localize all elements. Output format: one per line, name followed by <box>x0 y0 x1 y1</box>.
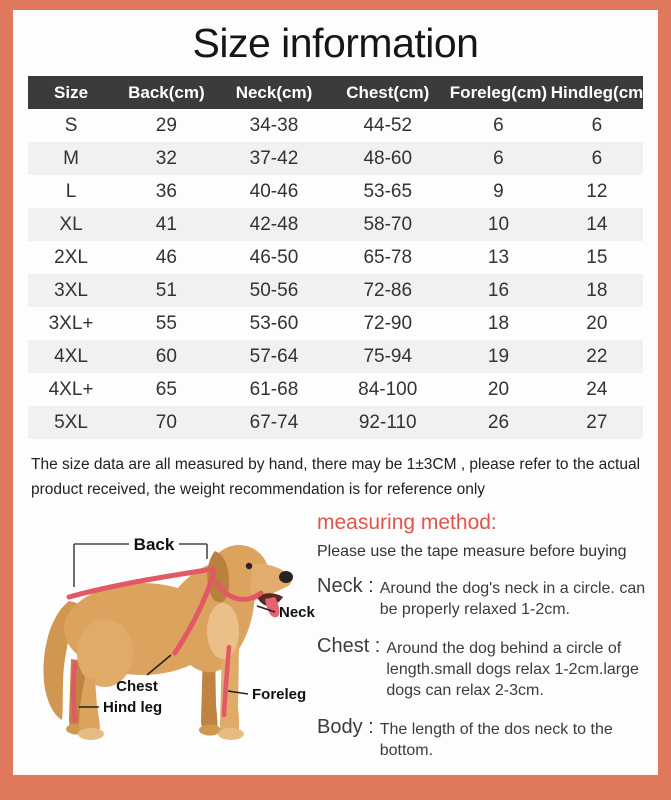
diagram-label-foreleg: Foreleg <box>252 685 307 703</box>
value-cell: 12 <box>586 180 608 202</box>
value-cell: 44-52 <box>363 114 413 136</box>
dog-illustration <box>17 519 317 764</box>
size-cell: L <box>65 180 77 202</box>
value-cell: 50-56 <box>249 279 299 301</box>
dog-measurement-diagram <box>13 505 315 777</box>
value-cell: 26 <box>487 411 510 433</box>
value-cell: 60 <box>155 345 177 367</box>
column-header: Chest(cm) <box>329 76 446 109</box>
measuring-item-label: Body : <box>317 716 374 739</box>
dog-near-front-paw <box>218 728 244 740</box>
value-cell: 15 <box>586 246 608 268</box>
value-cell: 53-60 <box>249 312 299 334</box>
size-cell: 4XL <box>54 345 88 367</box>
measuring-item-text: Around the dog behind a circle of length.small dogs relax 1-2cm.large dogs can relax 2-3cm. <box>386 639 639 700</box>
page-title: Size information <box>192 20 479 66</box>
measuring-item-label: Chest : <box>317 634 381 657</box>
diagram-label-chest: Chest <box>116 677 158 695</box>
value-cell: 14 <box>586 213 608 235</box>
value-cell: 92-110 <box>358 411 417 433</box>
value-cell: 10 <box>487 213 510 235</box>
size-note: The size data are all measured by hand, there may be 1±3CM , please refer to the actual product received, the weight recommendation is for reference only <box>31 456 641 498</box>
size-table-head <box>28 76 649 109</box>
value-cell: 53-65 <box>363 180 413 202</box>
size-cell: 3XL <box>54 279 88 301</box>
size-table <box>28 76 649 439</box>
value-cell: 9 <box>493 180 504 202</box>
value-cell: 29 <box>155 114 177 136</box>
value-cell: 40-46 <box>249 180 299 202</box>
dog-chest-fur <box>207 603 239 659</box>
value-cell: 20 <box>586 312 608 334</box>
measuring-panel <box>315 505 658 777</box>
dog-nose <box>279 571 293 583</box>
value-cell: 58-70 <box>363 213 413 235</box>
column-header: Foreleg(cm) <box>446 76 551 109</box>
value-cell: 84-100 <box>358 378 418 400</box>
value-cell: 61-68 <box>249 378 299 400</box>
value-cell: 19 <box>487 345 510 367</box>
value-cell: 67-74 <box>249 411 299 433</box>
measuring-method-heading: measuring method: <box>317 510 497 534</box>
diagram-label-hindleg: Hind leg <box>103 698 163 716</box>
value-cell: 6 <box>591 147 603 169</box>
size-cell: 2XL <box>54 246 88 268</box>
table-row <box>28 340 643 373</box>
size-cell: 4XL+ <box>48 378 94 400</box>
diagram-label-back: Back <box>133 534 175 554</box>
table-row <box>28 274 643 307</box>
value-cell: 51 <box>155 279 177 301</box>
value-cell: 70 <box>155 411 177 433</box>
table-row <box>28 241 643 274</box>
value-cell: 46-50 <box>249 246 299 268</box>
size-cell: S <box>64 114 78 136</box>
value-cell: 16 <box>487 279 510 301</box>
value-cell: 37-42 <box>249 147 299 169</box>
measuring-item-chest <box>317 635 650 701</box>
value-cell: 75-94 <box>363 345 413 367</box>
value-cell: 36 <box>155 180 177 202</box>
dog-eye <box>246 562 252 568</box>
value-cell: 6 <box>493 114 504 136</box>
value-cell: 46 <box>155 246 177 268</box>
value-cell: 72-90 <box>363 312 413 334</box>
size-table-body <box>28 109 643 439</box>
value-cell: 72-86 <box>363 279 413 301</box>
size-cell: M <box>63 147 79 169</box>
measuring-item-body <box>317 716 650 761</box>
value-cell: 65 <box>155 378 177 400</box>
size-cell: 5XL <box>54 411 88 433</box>
value-cell: 41 <box>155 213 177 235</box>
table-row <box>28 406 643 439</box>
value-cell: 48-60 <box>363 147 413 169</box>
column-header: Hindleg(cm) <box>551 76 643 109</box>
size-cell: 3XL+ <box>48 312 94 334</box>
value-cell: 57-64 <box>249 345 299 367</box>
value-cell: 20 <box>487 378 510 400</box>
column-header: Neck(cm) <box>219 76 330 109</box>
diagram-label-neck: Neck <box>279 603 315 621</box>
measuring-section <box>13 505 658 777</box>
table-row <box>28 109 643 142</box>
table-row <box>28 307 643 340</box>
table-row <box>28 373 643 406</box>
value-cell: 13 <box>487 246 510 268</box>
value-cell: 32 <box>155 147 177 169</box>
size-cell: XL <box>59 213 83 235</box>
value-cell: 18 <box>586 279 608 301</box>
measuring-item-text: Around the dog's neck in a circle. can be properly relaxed 1-2cm. <box>379 579 646 618</box>
table-row <box>28 142 643 175</box>
measuring-intro: Please use the tape measure before buying <box>317 542 627 560</box>
value-cell: 6 <box>493 147 504 169</box>
table-header-row <box>28 76 643 109</box>
measuring-item-label: Neck : <box>317 574 374 597</box>
dog-hind-thigh <box>77 619 133 687</box>
value-cell: 27 <box>586 411 608 433</box>
dog-far-front-paw <box>199 724 221 735</box>
table-row <box>28 175 643 208</box>
value-cell: 42-48 <box>249 213 299 235</box>
value-cell: 55 <box>155 312 177 334</box>
measuring-item-neck <box>317 575 650 620</box>
value-cell: 24 <box>586 378 608 400</box>
column-header: Size <box>28 76 114 109</box>
value-cell: 65-78 <box>363 246 413 268</box>
column-header: Back(cm) <box>114 76 219 109</box>
tape-hindleg <box>74 663 76 721</box>
value-cell: 22 <box>586 345 608 367</box>
value-cell: 34-38 <box>249 114 299 136</box>
value-cell: 6 <box>591 114 603 136</box>
value-cell: 18 <box>487 312 510 334</box>
table-row <box>28 208 643 241</box>
content-card <box>13 10 658 775</box>
dog-near-hind-paw <box>78 728 104 740</box>
measuring-item-text: The length of the dos neck to the bottom. <box>379 721 613 760</box>
